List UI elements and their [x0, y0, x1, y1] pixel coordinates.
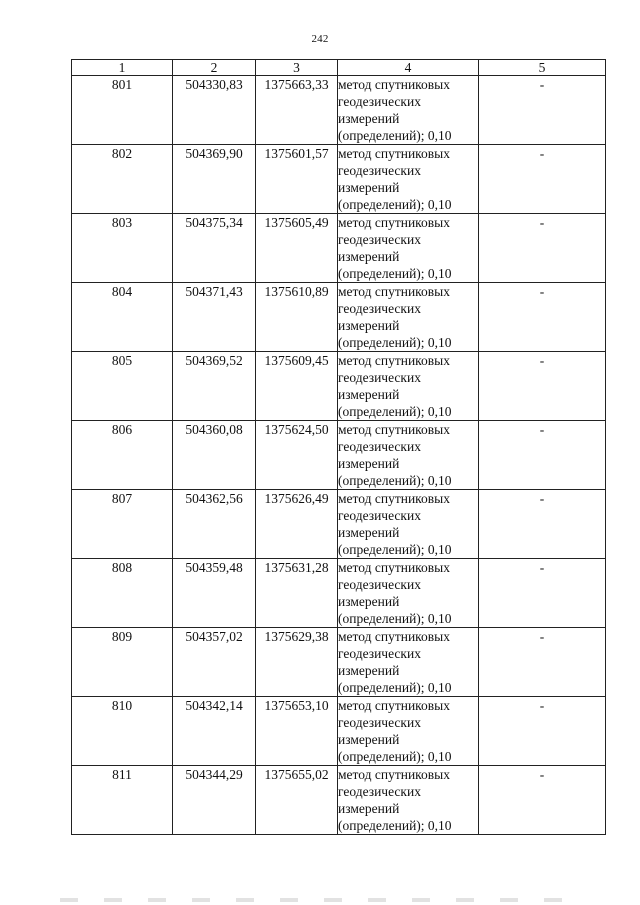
point-number-cell: 811 [72, 766, 173, 835]
y-coordinate-cell: 1375655,02 [256, 766, 338, 835]
note-cell: - [479, 766, 606, 835]
table-row [72, 145, 606, 214]
method-line: (определений); 0,10 [338, 128, 452, 143]
method-line: (определений); 0,10 [338, 197, 452, 212]
method-cell [338, 145, 479, 214]
method-cell [338, 490, 479, 559]
y-coordinate-cell: 1375631,28 [256, 559, 338, 628]
table-row [72, 697, 606, 766]
x-coordinate-cell: 504344,29 [173, 766, 256, 835]
method-line: геодезических [338, 232, 421, 247]
point-number-cell: 809 [72, 628, 173, 697]
point-number-cell: 801 [72, 76, 173, 145]
header-row [72, 60, 606, 76]
note-cell: - [479, 628, 606, 697]
scan-footer-artifact [60, 898, 580, 902]
column-header-5: 5 [479, 60, 606, 76]
method-cell [338, 283, 479, 352]
point-number-cell: 806 [72, 421, 173, 490]
method-line: геодезических [338, 163, 421, 178]
y-coordinate-cell: 1375601,57 [256, 145, 338, 214]
method-line: метод спутниковых [338, 767, 450, 782]
method-line: измерений [338, 249, 400, 264]
table-row [72, 283, 606, 352]
y-coordinate-cell: 1375605,49 [256, 214, 338, 283]
method-line: измерений [338, 387, 400, 402]
method-line: метод спутниковых [338, 560, 450, 575]
method-line: (определений); 0,10 [338, 266, 452, 281]
method-line: (определений); 0,10 [338, 749, 452, 764]
method-line: измерений [338, 456, 400, 471]
method-line: (определений); 0,10 [338, 680, 452, 695]
x-coordinate-cell: 504342,14 [173, 697, 256, 766]
method-line: геодезических [338, 301, 421, 316]
method-line: (определений); 0,10 [338, 611, 452, 626]
y-coordinate-cell: 1375609,45 [256, 352, 338, 421]
x-coordinate-cell: 504375,34 [173, 214, 256, 283]
note-cell: - [479, 214, 606, 283]
method-line: измерений [338, 111, 400, 126]
method-line: измерений [338, 801, 400, 816]
method-line: метод спутниковых [338, 698, 450, 713]
note-cell: - [479, 559, 606, 628]
method-line: (определений); 0,10 [338, 404, 452, 419]
method-line: метод спутниковых [338, 284, 450, 299]
method-line: геодезических [338, 94, 421, 109]
method-line: измерений [338, 732, 400, 747]
y-coordinate-cell: 1375653,10 [256, 697, 338, 766]
x-coordinate-cell: 504369,52 [173, 352, 256, 421]
x-coordinate-cell: 504369,90 [173, 145, 256, 214]
method-cell [338, 697, 479, 766]
point-number-cell: 803 [72, 214, 173, 283]
method-line: измерений [338, 663, 400, 678]
table-row [72, 421, 606, 490]
method-line: геодезических [338, 439, 421, 454]
method-line: метод спутниковых [338, 422, 450, 437]
method-cell [338, 352, 479, 421]
method-line: метод спутниковых [338, 491, 450, 506]
table-row [72, 76, 606, 145]
point-number-cell: 805 [72, 352, 173, 421]
note-cell: - [479, 352, 606, 421]
method-cell [338, 628, 479, 697]
method-cell [338, 421, 479, 490]
method-line: измерений [338, 180, 400, 195]
coordinates-table [71, 59, 606, 835]
method-line: геодезических [338, 784, 421, 799]
x-coordinate-cell: 504330,83 [173, 76, 256, 145]
method-line: измерений [338, 525, 400, 540]
y-coordinate-cell: 1375663,33 [256, 76, 338, 145]
point-number-cell: 807 [72, 490, 173, 559]
method-cell [338, 559, 479, 628]
y-coordinate-cell: 1375610,89 [256, 283, 338, 352]
method-line: метод спутниковых [338, 215, 450, 230]
method-line: (определений); 0,10 [338, 542, 452, 557]
table-row [72, 352, 606, 421]
method-line: метод спутниковых [338, 146, 450, 161]
method-line: геодезических [338, 508, 421, 523]
point-number-cell: 802 [72, 145, 173, 214]
table-row [72, 766, 606, 835]
note-cell: - [479, 421, 606, 490]
table-row [72, 490, 606, 559]
x-coordinate-cell: 504360,08 [173, 421, 256, 490]
column-header-4: 4 [338, 60, 479, 76]
note-cell: - [479, 76, 606, 145]
table-row [72, 214, 606, 283]
method-cell [338, 76, 479, 145]
point-number-cell: 808 [72, 559, 173, 628]
method-cell [338, 766, 479, 835]
note-cell: - [479, 145, 606, 214]
column-header-3: 3 [256, 60, 338, 76]
column-header-2: 2 [173, 60, 256, 76]
table-body [72, 76, 606, 835]
method-line: метод спутниковых [338, 77, 450, 92]
x-coordinate-cell: 504371,43 [173, 283, 256, 352]
table-row [72, 559, 606, 628]
method-cell [338, 214, 479, 283]
x-coordinate-cell: 504362,56 [173, 490, 256, 559]
y-coordinate-cell: 1375629,38 [256, 628, 338, 697]
method-line: метод спутниковых [338, 353, 450, 368]
method-line: геодезических [338, 646, 421, 661]
method-line: геодезических [338, 577, 421, 592]
column-header-1: 1 [72, 60, 173, 76]
point-number-cell: 804 [72, 283, 173, 352]
point-number-cell: 810 [72, 697, 173, 766]
y-coordinate-cell: 1375626,49 [256, 490, 338, 559]
x-coordinate-cell: 504357,02 [173, 628, 256, 697]
note-cell: - [479, 697, 606, 766]
method-line: (определений); 0,10 [338, 818, 452, 833]
method-line: метод спутниковых [338, 629, 450, 644]
method-line: измерений [338, 594, 400, 609]
note-cell: - [479, 490, 606, 559]
method-line: геодезических [338, 715, 421, 730]
x-coordinate-cell: 504359,48 [173, 559, 256, 628]
method-line: (определений); 0,10 [338, 335, 452, 350]
table-row [72, 628, 606, 697]
method-line: геодезических [338, 370, 421, 385]
y-coordinate-cell: 1375624,50 [256, 421, 338, 490]
page-number: 242 [311, 33, 329, 45]
method-line: измерений [338, 318, 400, 333]
table-header [72, 60, 606, 76]
note-cell: - [479, 283, 606, 352]
method-line: (определений); 0,10 [338, 473, 452, 488]
